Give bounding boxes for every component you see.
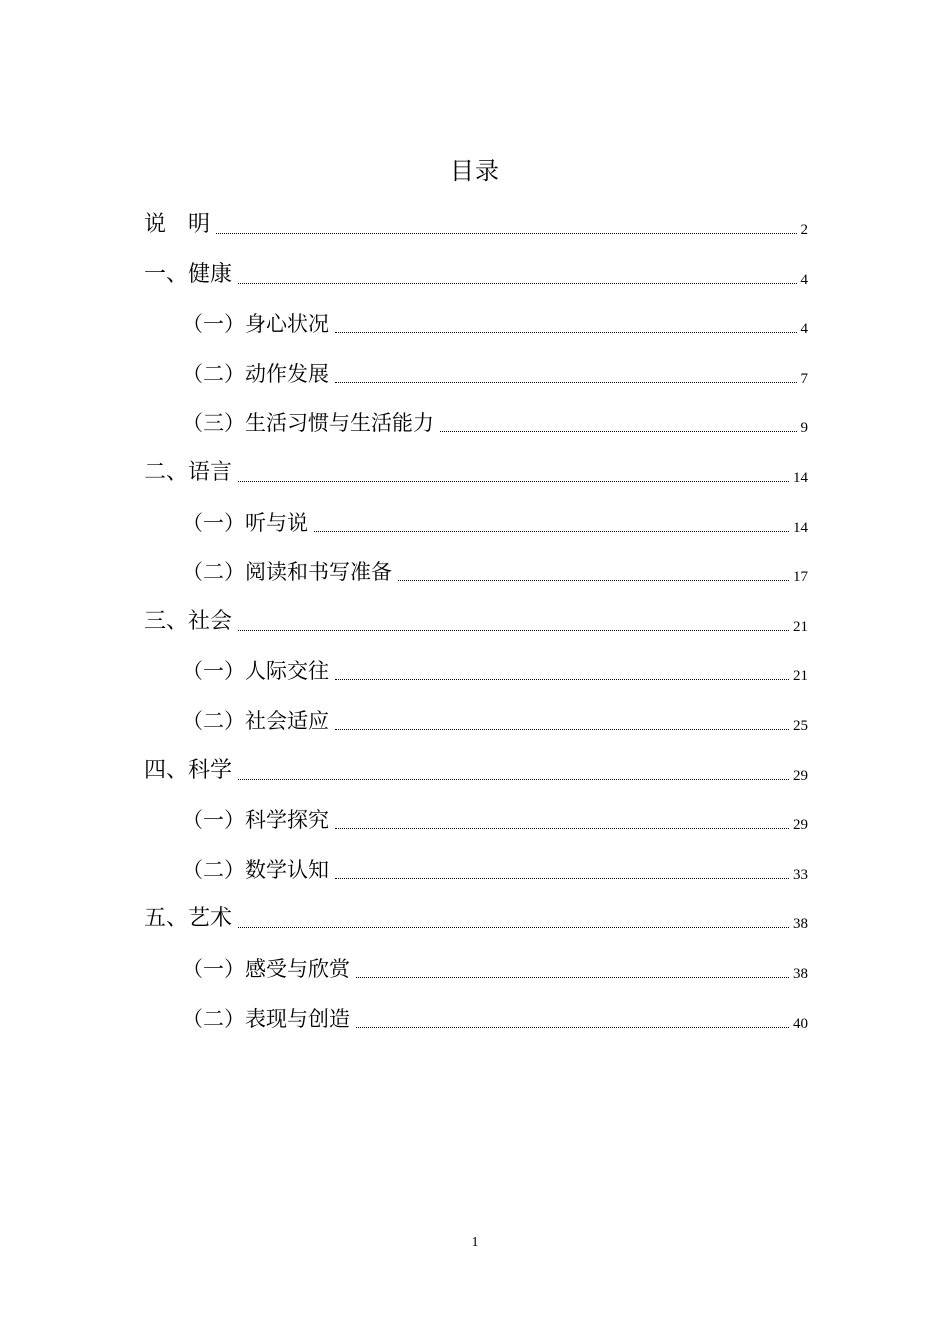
- dot-leader: [238, 480, 789, 482]
- toc-section-entry[interactable]: [144, 204, 808, 240]
- toc-entry-page-number: 4: [800, 321, 808, 338]
- dot-leader: [335, 331, 797, 333]
- toc-entry-page-number: 21: [793, 618, 808, 635]
- toc-entry-label: （二）表现与创造: [182, 1006, 350, 1031]
- toc-entry-page-number: 7: [800, 370, 808, 387]
- toc-subsection-entry[interactable]: [182, 700, 808, 736]
- toc-entry-label: （一）身心状况: [182, 312, 329, 337]
- dot-leader: [398, 579, 789, 581]
- toc-section-entry[interactable]: [144, 452, 808, 488]
- dot-leader: [335, 877, 789, 879]
- toc-entry-label: 二、语言: [144, 460, 233, 485]
- toc-entry-page-number: 21: [793, 668, 808, 685]
- toc-entry-page-number: 25: [793, 718, 808, 734]
- toc-subsection-entry[interactable]: [182, 551, 808, 587]
- toc-subsection-entry[interactable]: [182, 650, 808, 686]
- toc-title: 目录: [450, 157, 500, 185]
- dot-leader: [238, 778, 789, 780]
- dot-leader: [335, 728, 789, 730]
- toc-section-entry[interactable]: [144, 898, 808, 934]
- toc-entry-page-number: 4: [800, 271, 808, 288]
- toc-entry-label: （二）数学认知: [182, 857, 329, 882]
- toc-subsection-entry[interactable]: [182, 303, 808, 339]
- footer-page-number: 1: [471, 1235, 479, 1250]
- toc-section-entry[interactable]: [144, 601, 808, 637]
- dot-leader: [335, 381, 797, 383]
- toc-entry-page-number: 29: [793, 767, 808, 784]
- toc-entry-label: （一）人际交往: [182, 659, 329, 684]
- dot-leader: [356, 976, 789, 978]
- toc-entry-label: （一）科学探究: [182, 808, 329, 833]
- toc-subsection-entry[interactable]: [182, 998, 808, 1034]
- toc-section-entry[interactable]: [144, 254, 808, 290]
- dot-leader: [216, 232, 796, 234]
- dot-leader: [238, 926, 789, 928]
- toc-entry-label: （二）社会适应: [182, 709, 329, 733]
- toc-entry-page-number: 9: [800, 420, 808, 437]
- toc-entry-page-number: 40: [793, 1015, 808, 1032]
- toc-entry-page-number: 29: [793, 817, 808, 834]
- toc-entry-label: （二）阅读和书写准备: [182, 560, 392, 585]
- toc-entry-page-number: 33: [793, 866, 808, 883]
- toc-entry-label: （一）听与说: [182, 510, 308, 535]
- toc-entry-page-number: 2: [800, 222, 808, 238]
- toc-subsection-entry[interactable]: [182, 502, 808, 538]
- toc-entry-label: （二）动作发展: [182, 361, 329, 386]
- dot-leader: [238, 282, 796, 284]
- toc-subsection-entry[interactable]: [182, 799, 808, 835]
- toc-entry-label: （一）感受与欣赏: [182, 957, 350, 981]
- toc-entry-label: 一、健康: [144, 261, 233, 287]
- toc-subsection-entry[interactable]: [182, 353, 808, 389]
- toc-entry-page-number: 38: [793, 916, 808, 933]
- dot-leader: [238, 629, 789, 631]
- toc-section-entry[interactable]: [144, 750, 808, 786]
- toc-entry-label: 说 明: [144, 212, 211, 237]
- dot-leader: [440, 430, 797, 432]
- toc-entry-page-number: 17: [793, 569, 808, 586]
- toc-entry-label: 三、社会: [144, 608, 233, 634]
- dot-leader: [335, 678, 789, 680]
- dot-leader: [335, 827, 789, 829]
- dot-leader: [314, 530, 789, 532]
- toc-entry-page-number: 14: [793, 470, 808, 486]
- dot-leader: [356, 1026, 789, 1028]
- toc-entry-label: （三）生活习惯与生活能力: [182, 411, 434, 436]
- toc-entry-page-number: 14: [793, 519, 808, 536]
- toc-entry-page-number: 38: [793, 966, 808, 982]
- toc-entry-label: 五、艺术: [144, 906, 233, 932]
- toc-entry-label: 四、科学: [144, 757, 233, 783]
- toc-subsection-entry[interactable]: [182, 402, 808, 438]
- toc-subsection-entry[interactable]: [182, 948, 808, 984]
- toc-subsection-entry[interactable]: [182, 849, 808, 885]
